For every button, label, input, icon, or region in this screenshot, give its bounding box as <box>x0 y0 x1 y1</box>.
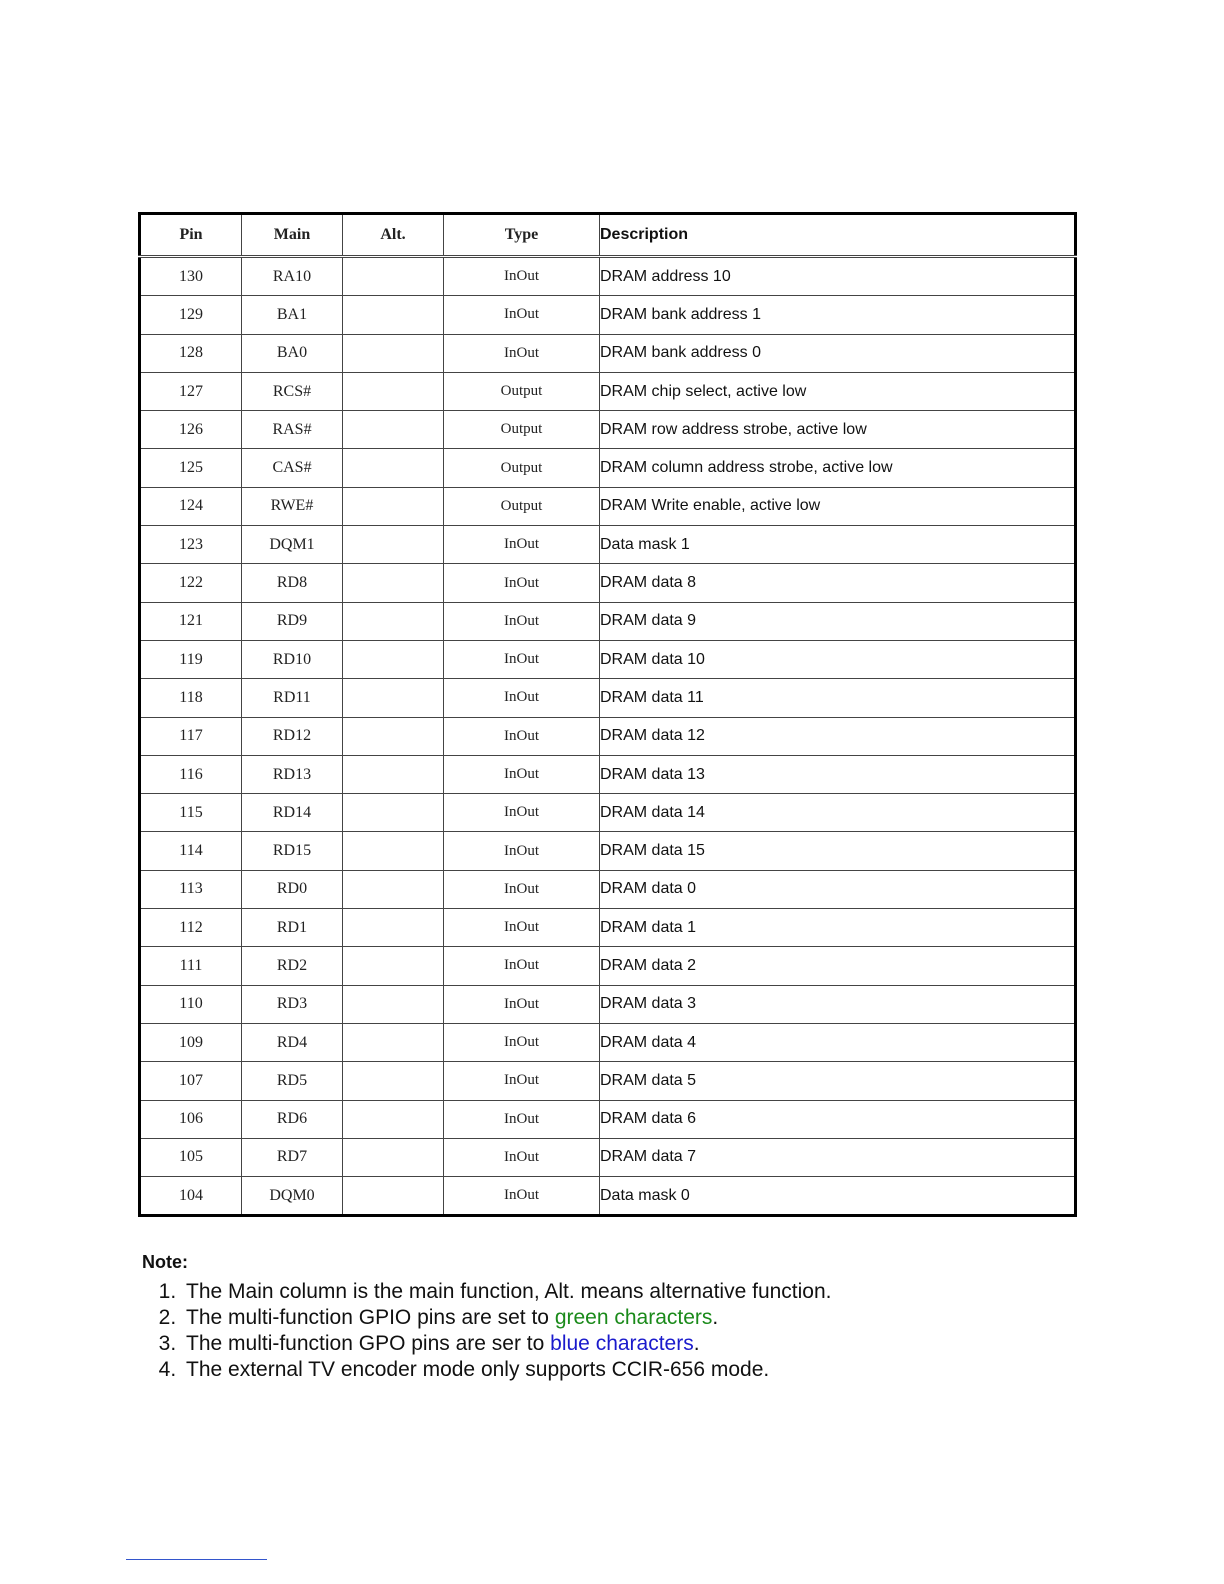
cell-pin: 130 <box>140 257 242 296</box>
cell-alt <box>343 602 444 640</box>
cell-type: InOut <box>444 564 600 602</box>
cell-alt <box>343 1177 444 1216</box>
cell-main: RD7 <box>242 1138 343 1176</box>
table-row <box>140 909 1076 947</box>
table-row <box>140 794 1076 832</box>
header-main: Main <box>242 214 343 257</box>
cell-pin: 117 <box>140 717 242 755</box>
note-text-end: . <box>712 1306 719 1329</box>
cell-alt <box>343 947 444 985</box>
cell-type: InOut <box>444 1100 600 1138</box>
cell-main: DQM1 <box>242 526 343 564</box>
note-item <box>182 1305 1072 1331</box>
table-row <box>140 832 1076 870</box>
cell-main: RD2 <box>242 947 343 985</box>
cell-main: RD9 <box>242 602 343 640</box>
cell-alt <box>343 640 444 678</box>
cell-description: DRAM chip select, active low <box>600 372 1076 410</box>
table-row <box>140 679 1076 717</box>
cell-type: InOut <box>444 947 600 985</box>
cell-alt <box>343 257 444 296</box>
cell-alt <box>343 564 444 602</box>
cell-description: Data mask 0 <box>600 1177 1076 1216</box>
cell-description: DRAM data 10 <box>600 640 1076 678</box>
table-body <box>140 257 1076 1216</box>
cell-pin: 106 <box>140 1100 242 1138</box>
table-row <box>140 985 1076 1023</box>
cell-pin: 113 <box>140 870 242 908</box>
cell-main: RA10 <box>242 257 343 296</box>
cell-type: InOut <box>444 870 600 908</box>
table-row <box>140 602 1076 640</box>
cell-alt <box>343 526 444 564</box>
cell-description: DRAM data 6 <box>600 1100 1076 1138</box>
note-text-end: . <box>693 1332 700 1355</box>
note-highlight-blue: blue characters <box>550 1332 694 1355</box>
cell-description: DRAM column address strobe, active low <box>600 449 1076 487</box>
cell-type: InOut <box>444 1062 600 1100</box>
cell-pin: 123 <box>140 526 242 564</box>
cell-pin: 124 <box>140 487 242 525</box>
cell-type: InOut <box>444 1023 600 1061</box>
cell-alt <box>343 1138 444 1176</box>
table-row <box>140 1138 1076 1176</box>
cell-description: DRAM data 13 <box>600 755 1076 793</box>
cell-alt <box>343 487 444 525</box>
cell-alt <box>343 985 444 1023</box>
cell-type: InOut <box>444 1138 600 1176</box>
cell-main: CAS# <box>242 449 343 487</box>
table-header-row <box>140 214 1076 257</box>
table-row <box>140 564 1076 602</box>
cell-alt <box>343 794 444 832</box>
cell-main: RCS# <box>242 372 343 410</box>
cell-type: InOut <box>444 1177 600 1216</box>
table-row <box>140 870 1076 908</box>
cell-description: DRAM data 12 <box>600 717 1076 755</box>
table-row <box>140 947 1076 985</box>
cell-type: InOut <box>444 717 600 755</box>
cell-main: RD1 <box>242 909 343 947</box>
cell-description: DRAM data 9 <box>600 602 1076 640</box>
table-row <box>140 1062 1076 1100</box>
note-item <box>182 1331 1072 1357</box>
cell-description: DRAM bank address 0 <box>600 334 1076 372</box>
table-row <box>140 717 1076 755</box>
cell-description: DRAM row address strobe, active low <box>600 411 1076 449</box>
table-row <box>140 1100 1076 1138</box>
cell-description: DRAM data 14 <box>600 794 1076 832</box>
cell-pin: 126 <box>140 411 242 449</box>
cell-description: DRAM data 2 <box>600 947 1076 985</box>
cell-pin: 115 <box>140 794 242 832</box>
table-row <box>140 1023 1076 1061</box>
cell-main: RD5 <box>242 1062 343 1100</box>
cell-pin: 116 <box>140 755 242 793</box>
cell-alt <box>343 1100 444 1138</box>
cell-description: DRAM data 0 <box>600 870 1076 908</box>
table-row <box>140 449 1076 487</box>
header-alt: Alt. <box>343 214 444 257</box>
cell-pin: 127 <box>140 372 242 410</box>
cell-type: InOut <box>444 755 600 793</box>
cell-main: RD0 <box>242 870 343 908</box>
note-item <box>182 1357 1072 1383</box>
cell-description: DRAM Write enable, active low <box>600 487 1076 525</box>
cell-main: RD4 <box>242 1023 343 1061</box>
cell-main: RWE# <box>242 487 343 525</box>
cell-main: BA1 <box>242 296 343 334</box>
cell-pin: 109 <box>140 1023 242 1061</box>
cell-type: InOut <box>444 794 600 832</box>
header-description: Description <box>600 214 1076 257</box>
note-text: The Main column is the main function, Alt. means alternative function. <box>186 1280 832 1303</box>
cell-alt <box>343 1062 444 1100</box>
cell-pin: 111 <box>140 947 242 985</box>
cell-type: InOut <box>444 985 600 1023</box>
cell-pin: 110 <box>140 985 242 1023</box>
cell-pin: 114 <box>140 832 242 870</box>
table-row <box>140 257 1076 296</box>
note-text: The multi-function GPIO pins are set to <box>186 1306 555 1329</box>
cell-pin: 107 <box>140 1062 242 1100</box>
footnote-separator <box>126 1559 267 1560</box>
cell-main: RD13 <box>242 755 343 793</box>
note-item <box>182 1279 1072 1305</box>
cell-type: InOut <box>444 640 600 678</box>
cell-type: InOut <box>444 526 600 564</box>
cell-pin: 119 <box>140 640 242 678</box>
cell-description: DRAM data 15 <box>600 832 1076 870</box>
cell-type: InOut <box>444 334 600 372</box>
table-row <box>140 487 1076 525</box>
cell-type: Output <box>444 411 600 449</box>
cell-alt <box>343 411 444 449</box>
table-row <box>140 755 1076 793</box>
cell-main: RD14 <box>242 794 343 832</box>
cell-type: InOut <box>444 257 600 296</box>
table-row <box>140 334 1076 372</box>
cell-main: RD10 <box>242 640 343 678</box>
table-row <box>140 372 1076 410</box>
cell-alt <box>343 870 444 908</box>
cell-type: InOut <box>444 602 600 640</box>
table-row <box>140 640 1076 678</box>
table-row <box>140 296 1076 334</box>
cell-alt <box>343 755 444 793</box>
cell-alt <box>343 296 444 334</box>
cell-type: InOut <box>444 832 600 870</box>
table-row <box>140 1177 1076 1216</box>
cell-description: DRAM data 5 <box>600 1062 1076 1100</box>
cell-main: RAS# <box>242 411 343 449</box>
cell-type: Output <box>444 372 600 410</box>
cell-pin: 105 <box>140 1138 242 1176</box>
cell-main: BA0 <box>242 334 343 372</box>
table-row <box>140 526 1076 564</box>
cell-main: RD11 <box>242 679 343 717</box>
cell-pin: 104 <box>140 1177 242 1216</box>
cell-type: InOut <box>444 909 600 947</box>
notes-section <box>142 1252 1072 1383</box>
cell-pin: 118 <box>140 679 242 717</box>
cell-alt <box>343 334 444 372</box>
cell-type: Output <box>444 487 600 525</box>
note-text: The multi-function GPO pins are ser to <box>186 1332 551 1355</box>
cell-description: DRAM data 3 <box>600 985 1076 1023</box>
cell-main: RD6 <box>242 1100 343 1138</box>
notes-list <box>142 1279 1072 1383</box>
cell-description: DRAM data 1 <box>600 909 1076 947</box>
header-type: Type <box>444 214 600 257</box>
notes-title: Note: <box>142 1252 188 1272</box>
cell-main: DQM0 <box>242 1177 343 1216</box>
cell-description: DRAM bank address 1 <box>600 296 1076 334</box>
cell-alt <box>343 832 444 870</box>
cell-main: RD15 <box>242 832 343 870</box>
cell-pin: 125 <box>140 449 242 487</box>
cell-type: InOut <box>444 679 600 717</box>
cell-alt <box>343 679 444 717</box>
cell-pin: 121 <box>140 602 242 640</box>
cell-alt <box>343 1023 444 1061</box>
cell-pin: 129 <box>140 296 242 334</box>
cell-alt <box>343 717 444 755</box>
table-row <box>140 411 1076 449</box>
pin-table <box>138 212 1077 1217</box>
cell-description: Data mask 1 <box>600 526 1076 564</box>
cell-description: DRAM data 8 <box>600 564 1076 602</box>
note-text: The external TV encoder mode only supports CCIR-656 mode. <box>186 1358 770 1381</box>
header-pin: Pin <box>140 214 242 257</box>
cell-alt <box>343 909 444 947</box>
cell-main: RD12 <box>242 717 343 755</box>
cell-pin: 128 <box>140 334 242 372</box>
cell-main: RD3 <box>242 985 343 1023</box>
cell-type: InOut <box>444 296 600 334</box>
cell-pin: 112 <box>140 909 242 947</box>
cell-pin: 122 <box>140 564 242 602</box>
cell-main: RD8 <box>242 564 343 602</box>
cell-description: DRAM address 10 <box>600 257 1076 296</box>
cell-alt <box>343 449 444 487</box>
cell-description: DRAM data 7 <box>600 1138 1076 1176</box>
note-highlight-green: green characters <box>554 1306 713 1329</box>
cell-description: DRAM data 4 <box>600 1023 1076 1061</box>
cell-alt <box>343 372 444 410</box>
cell-type: Output <box>444 449 600 487</box>
cell-description: DRAM data 11 <box>600 679 1076 717</box>
